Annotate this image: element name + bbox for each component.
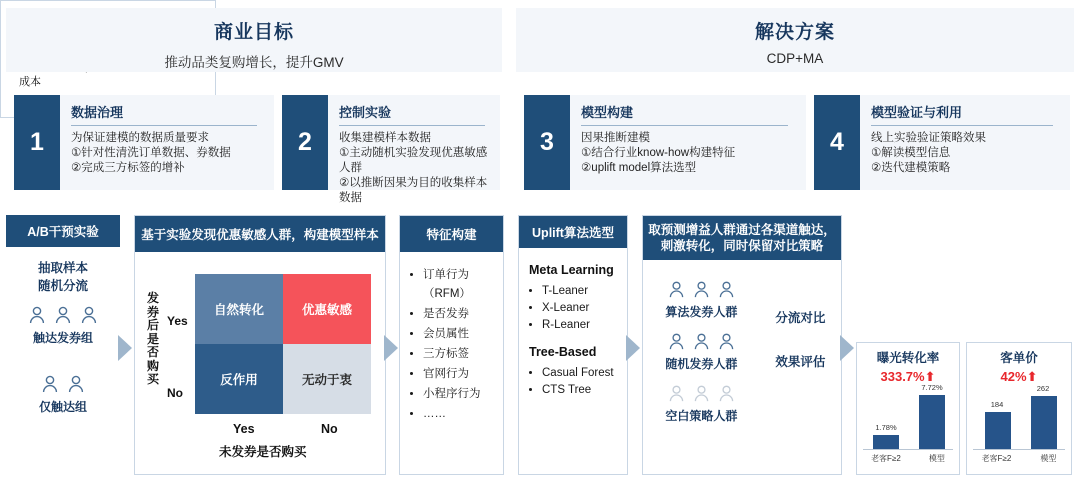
person-icon [692, 280, 711, 299]
chart-conversion-delta-value: 333.7% [880, 369, 925, 384]
person-icon [667, 280, 686, 299]
arrow-up-icon: ⬆ [924, 369, 936, 384]
segmentation-panel [134, 215, 386, 475]
chart-aov-cat-0: 老客F≥2 [981, 454, 1012, 463]
chart-conversion-title: 曝光转化率 [876, 351, 940, 365]
chart-aov-delta-value: 42% [1000, 369, 1027, 384]
person-icon [692, 384, 711, 403]
chart-aov-bar-0 [985, 412, 1011, 449]
chart-conversion-bar-0 [873, 435, 899, 449]
flow-arrow-2 [384, 335, 398, 361]
step-line-1-1: ①针对性清洗订单数据、券数据 [71, 147, 231, 159]
feature-header: 特征构建 [400, 216, 503, 252]
step-number-2: 2 [282, 95, 328, 190]
ab-group1-people [6, 305, 120, 325]
matrix-y-yes: Yes [167, 314, 188, 328]
uplift-item: • T-Leaner [542, 283, 619, 300]
feature-item: • …… [423, 405, 497, 424]
uplift-algorithm-panel [518, 215, 628, 475]
matrix-y-axis-label: 发券后是否购买 [146, 291, 159, 386]
flow-arrow-3 [626, 335, 640, 361]
uplift-item: • X-Leaner [542, 300, 619, 317]
step-line-4-2: ②迭代建模策略 [871, 162, 951, 174]
audience-group3-people [643, 384, 760, 403]
chart-aov-value-1: 262 [1036, 384, 1050, 393]
person-icon [66, 374, 86, 394]
step-card-3 [524, 95, 806, 190]
feature-item: • 订单行为（RFM） [423, 266, 497, 304]
feature-item: • 三方标签 [423, 345, 497, 364]
matrix-x-axis-label: 未发券是否购买 [219, 445, 307, 459]
chart-aov-cat-1: 模型 [1040, 454, 1057, 463]
step-body-1 [60, 95, 274, 190]
uplift-item: • CTS Tree [542, 382, 619, 399]
person-icon [717, 280, 736, 299]
step-card-4 [814, 95, 1070, 190]
step-line-3-2: ②uplift model算法选型 [581, 162, 697, 174]
header-solution [516, 8, 1074, 72]
flow-arrow-4 [840, 335, 854, 361]
segmentation-header: 基于实验发现优惠敏感人群，构建模型样本 [135, 216, 385, 252]
audience-groups [643, 260, 760, 474]
ab-sample-line-2: 随机分流 [37, 279, 88, 293]
step-line-1-2: ②完成三方标签的增补 [71, 162, 185, 174]
person-icon [79, 305, 99, 325]
chart-conversion-value-0: 1.78% [875, 423, 897, 432]
step-body-3 [570, 95, 806, 190]
flow-arrow-1 [118, 335, 132, 361]
matrix-cell-adverse: 反作用 [195, 344, 283, 414]
step-divider-3 [581, 125, 788, 126]
audience-group3-label: 空白策略人群 [665, 409, 738, 423]
chart-aov-title: 客单价 [1000, 351, 1038, 365]
audience-body [643, 260, 841, 474]
ab-group2-label: 仅触达组 [38, 400, 87, 414]
segmentation-matrix [135, 252, 385, 474]
step-card-2 [282, 95, 500, 204]
chart-aov-xaxis [967, 453, 1071, 464]
chart-aov-delta [967, 369, 1071, 385]
step-line-1-0: 为保证建模的数据质量要求 [71, 132, 209, 144]
matrix-y-no: No [167, 386, 183, 400]
person-icon [667, 384, 686, 403]
matrix-x-no: No [321, 422, 338, 436]
header-business-goal-title: 商业目标 [213, 22, 294, 43]
step-line-4-1: ①解读模型信息 [871, 147, 951, 159]
matrix-x-yes: Yes [233, 422, 255, 436]
step-title-2: 控制实验 [339, 105, 392, 120]
matrix-grid [195, 274, 371, 414]
uplift-algorithm-body [519, 248, 627, 399]
ab-group2-people [6, 374, 120, 394]
ab-experiment-panel [6, 215, 120, 475]
header-solution-subtitle: CDP+MA [766, 51, 824, 66]
chart-conversion-value-1: 7.72% [921, 383, 943, 392]
feature-panel [399, 215, 504, 475]
step-divider-4 [871, 125, 1053, 126]
chart-aov-value-0: 184 [990, 400, 1004, 409]
chart-conversion-bar-1 [919, 395, 945, 449]
person-icon [717, 332, 736, 351]
header-business-goal [6, 8, 502, 72]
feature-item: • 官网行为 [423, 365, 497, 384]
audience-group2-people [643, 332, 760, 351]
chart-aov-bar-1 [1031, 396, 1057, 449]
step-body-4 [860, 95, 1070, 190]
audience-header: 取预测增益人群通过各渠道触达，刺激转化，同时保留对比策略 [643, 216, 841, 260]
chart-conversion-xaxis [857, 453, 959, 464]
ab-experiment-body [6, 247, 120, 415]
matrix-cell-indifferent: 无动于衷 [283, 344, 371, 414]
person-icon [667, 332, 686, 351]
step-divider-1 [71, 125, 257, 126]
step-line-2-2: ②以推断因果为目的收集样本数据 [339, 177, 488, 204]
uplift-algorithm-header: Uplift算法选型 [519, 216, 627, 248]
header-business-goal-subtitle: 推动品类复购增长，提升GMV [164, 55, 344, 70]
ab-group1-label: 触达发券组 [32, 331, 93, 345]
step-line-2-0: 收集建模样本数据 [339, 132, 431, 144]
uplift-item: • R-Leaner [542, 317, 619, 334]
matrix-cell-sensitive: 优惠敏感 [283, 274, 371, 344]
step-line-3-0: 因果推断建模 [581, 132, 650, 144]
step-line-2-1: ①主动随机实验发现优惠敏感人群 [339, 147, 488, 174]
feature-item: • 小程序行为 [423, 385, 497, 404]
audience-group1-label: 算法发券人群 [665, 305, 738, 319]
audience-group2-label: 随机发券人群 [665, 357, 738, 371]
chart-conversion-rate [856, 342, 960, 475]
audience-panel [642, 215, 842, 475]
step-card-1 [14, 95, 274, 190]
arrow-up-icon: ⬆ [1026, 369, 1038, 384]
audience-group1-people [643, 280, 760, 299]
step-body-2 [328, 95, 500, 204]
person-icon [692, 332, 711, 351]
uplift-item: • Casual Forest [542, 365, 619, 382]
step-number-4: 4 [814, 95, 860, 190]
ab-sample-line-1: 抽取样本 [37, 261, 88, 275]
audience-effect-eval: 效果评估 [775, 355, 826, 369]
person-icon [40, 374, 60, 394]
audience-split-compare: 分流对比 [775, 311, 826, 325]
ab-spacer [6, 346, 120, 364]
step-number-1: 1 [14, 95, 60, 190]
step-line-4-0: 线上实验验证策略效果 [871, 132, 986, 144]
step-number-3: 3 [524, 95, 570, 190]
step-title-1: 数据治理 [71, 105, 124, 120]
chart-aov [966, 342, 1072, 475]
step-title-4: 模型验证与利用 [871, 105, 963, 120]
person-icon [53, 305, 73, 325]
chart-conversion-cat-1: 模型 [928, 454, 945, 463]
person-icon [717, 384, 736, 403]
step-line-3-1: ①结合行业know-how构建特征 [581, 147, 736, 159]
chart-conversion-cat-0: 老客F≥2 [871, 454, 901, 463]
feature-item: • 是否发券 [423, 305, 497, 324]
step-divider-2 [339, 125, 485, 126]
step-title-3: 模型构建 [581, 105, 634, 120]
uplift-group1-title: Meta Learning [529, 263, 614, 277]
matrix-cell-natural: 自然转化 [195, 274, 283, 344]
uplift-group2-title: Tree-Based [529, 345, 597, 359]
feature-list [400, 252, 503, 424]
feature-item: • 会员属性 [423, 325, 497, 344]
header-solution-title: 解决方案 [754, 22, 835, 43]
chart-conversion-plot [863, 383, 953, 450]
ab-experiment-header: A/B干预实验 [6, 215, 120, 247]
chart-aov-plot [973, 384, 1065, 450]
person-icon [27, 305, 47, 325]
benefit-text: 成本 [19, 76, 41, 88]
audience-evaluation [760, 260, 841, 474]
